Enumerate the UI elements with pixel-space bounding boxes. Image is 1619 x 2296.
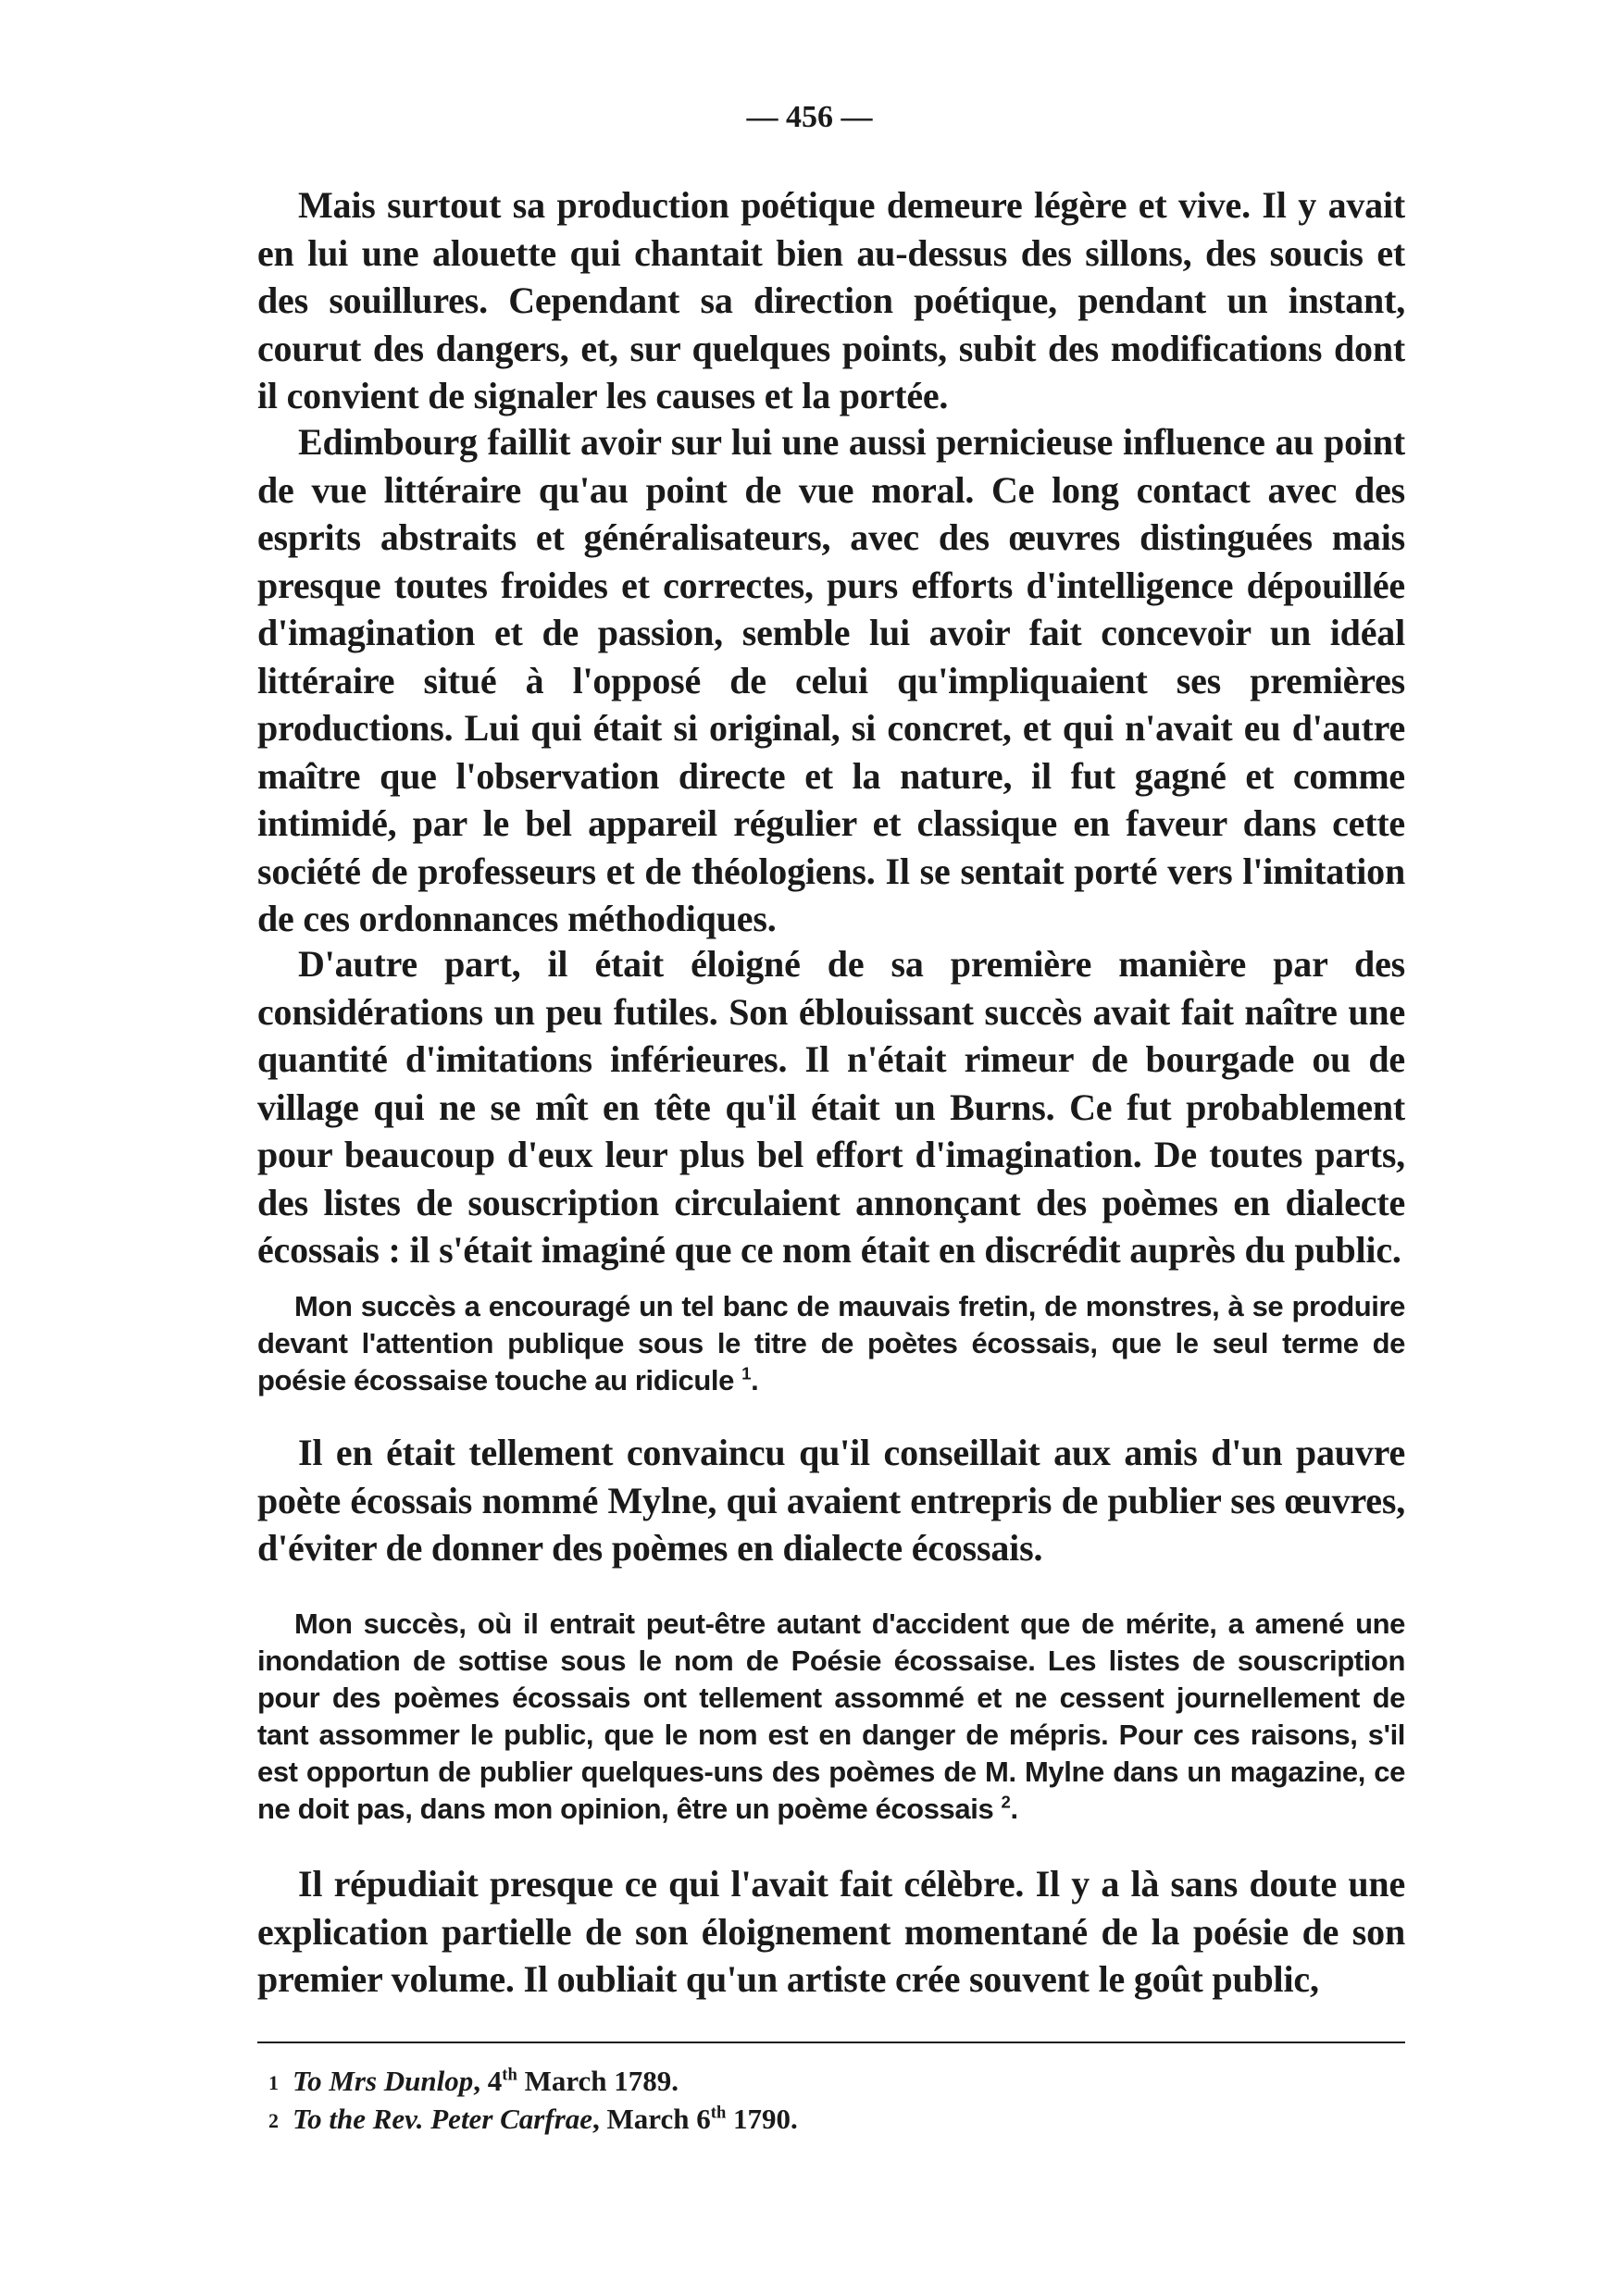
- paragraph-4-block: [257, 1429, 1405, 1572]
- footnote-ref-1: 1: [741, 1363, 752, 1384]
- footnote-marker: 2: [268, 2109, 279, 2132]
- footnote-addressee: To the Rev. Peter Carfrae: [293, 2103, 593, 2135]
- footnote-date-suffix: th: [502, 2065, 517, 2085]
- page-number: — 456 —: [746, 100, 873, 134]
- block-quote-2-text: Mon succès, où il entrait peut-être autant d'accident que de mérite, a amené une inondation de sottise sous le nom de Poésie écossaise. Les listes de souscription pour des poèmes écossais ont tellement assommé et ne cessent journellement de tant assommer le public, que le nom est en danger de mépris. Pour ces raisons, s'il est opportun de publier quelques-uns des poèmes de M. Mylne dans un magazine, ce ne doit pas, dans mon opinion, être un poème écossais: [257, 1607, 1405, 1825]
- paragraph-3-block: [257, 940, 1405, 1274]
- footnote-date-rest: March 1789.: [524, 2065, 679, 2097]
- block-quote-1: Mon succès a encouragé un tel banc de mauvais fretin, de monstres, à se produire devant l'attention publique sous le titre de poètes écossais, que le seul terme de poésie écossaise touche au ridicule $^1$.: [257, 1290, 1405, 1396]
- footnote-date-suffix: th: [710, 2103, 727, 2123]
- footnote-addressee: To Mrs Dunlop: [293, 2065, 474, 2097]
- footnote-ref-2: 2: [1001, 1792, 1011, 1812]
- paragraph-5: Il répudiait presque ce qui l'avait fait célèbre. Il y a là sans doute une explication partielle de son éloignement momentané de la poésie de son premier volume. Il oubliait qu'un artiste crée souvent le goût public,: [257, 1863, 1405, 2000]
- paragraph-3: D'autre part, il était éloigné de sa première manière par des considérations un peu futiles. Son éblouissant succès avait fait naître une quantité d'imitations inférieures. Il n'était rimeur de bourgade ou de village qui ne se mît en tête qu'il était un Burns. Ce fut probablement pour beaucoup d'eux leur plus bel effort d'imagination. De toutes parts, des listes de souscription circulaient annonçant des poèmes en dialecte écossais : il s'était imaginé que ce nom était en discrédit auprès du public.: [257, 943, 1405, 1271]
- footnote-date-day: 4: [487, 2065, 503, 2097]
- footnote-2: 2 To the Rev. Peter Carfrae, March 6th 1790.: [268, 2100, 1379, 2138]
- block-quote-2: Mon succès, où il entrait peut-être autant d'accident que de mérite, a amené une inondation de sottise sous le nom de Poésie écossaise. Les listes de souscription pour des poèmes écossais ont tellement assommé et ne cessent journellement de tant assommer le public, que le nom est en danger de mépris. Pour ces raisons, s'il est opportun de publier quelques-uns des poèmes de M. Mylne dans un magazine, ce ne doit pas, dans mon opinion, être un poème écossais $^2$.: [257, 1607, 1405, 1825]
- footnote-date-prefix: March 6: [606, 2103, 711, 2135]
- quote-1-block: [257, 1288, 1405, 1399]
- paragraph-1-block: [257, 181, 1405, 420]
- footnote-marker: 1: [268, 2071, 279, 2094]
- block-quote-1-text: Mon succès a encouragé un tel banc de mauvais fretin, de monstres, à se produire devant l'attention publique sous le titre de poètes écossais, que le seul terme de poésie écossaise touche au ridicule: [257, 1290, 1405, 1396]
- footnotes: [268, 2062, 1379, 2138]
- footnote-date-rest: 1790.: [733, 2103, 798, 2135]
- paragraph-4: Il en était tellement convaincu qu'il conseillait aux amis d'un pauvre poète écossais nommé Mylne, qui avaient entrepris de publier ses œuvres, d'éviter de donner des poèmes en dialecte écossais.: [257, 1432, 1405, 1569]
- quote-2-block: [257, 1606, 1405, 1828]
- paragraph-5-block: [257, 1860, 1405, 2004]
- paragraph-2: Edimbourg faillit avoir sur lui une aussi pernicieuse influence au point de vue littéraire qu'au point de vue moral. Ce long contact avec des esprits abstraits et généralisateurs, avec des œuvres distinguées mais presque toutes froides et correctes, purs efforts d'intelligence dépouillée d'imagination et de passion, semble lui avoir fait concevoir un idéal littéraire situé à l'opposé de celui qu'impliquaient ses premières productions. Lui qui était si original, si concret, et qui n'avait eu d'autre maître que l'observation directe et la nature, il fut gagné et comme intimidé, par le bel appareil régulier et classique en faveur dans cette société de professeurs et de théologiens. Il se sentait porté vers l'imitation de ces ordonnances méthodiques.: [257, 421, 1405, 939]
- footnote-divider: [257, 2042, 1405, 2043]
- paragraph-1: Mais surtout sa production poétique demeure légère et vive. Il y avait en lui une alouette qui chantait bien au-dessus des sillons, des soucis et des souillures. Cependant sa direction poétique, pendant un instant, courut des dangers, et, sur quelques points, subit des modifications dont il convient de signaler les causes et la portée.: [257, 184, 1405, 416]
- paragraph-2-block: [257, 418, 1405, 943]
- footnote-1: 1 To Mrs Dunlop, 4th March 1789.: [268, 2062, 1379, 2100]
